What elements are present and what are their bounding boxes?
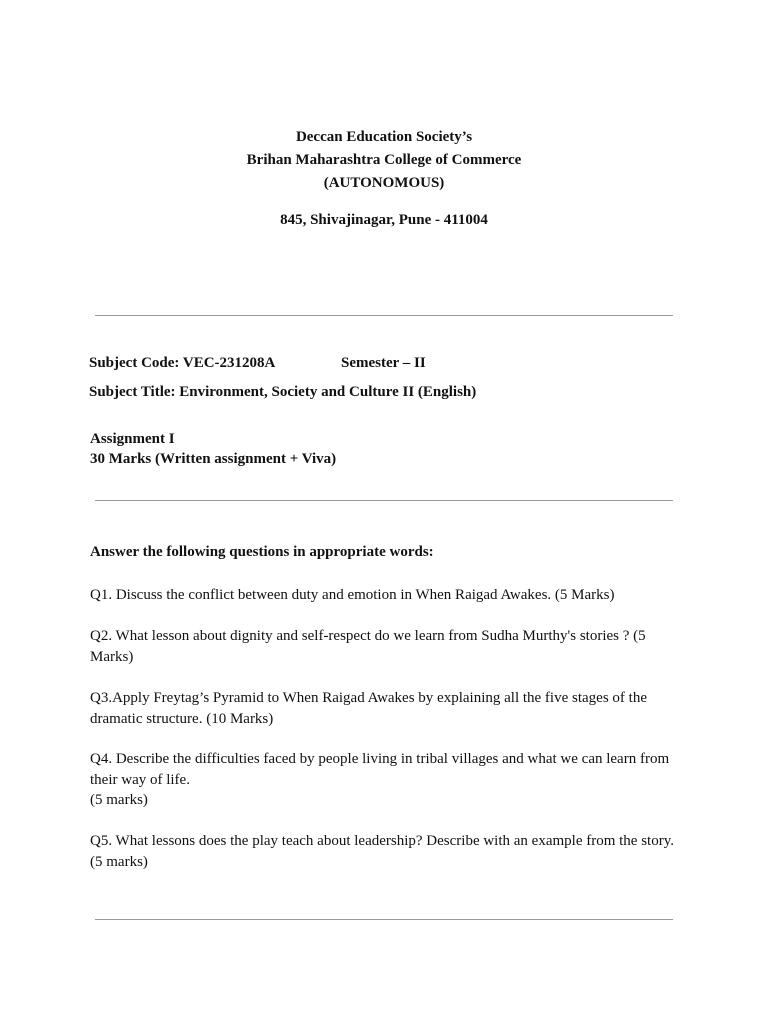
college-name: Brihan Maharashtra College of Commerce: [246, 152, 522, 168]
question-4-text: Q4. Describe the difficulties faced by people living in tribal villages and what we can learn from their way of life.: [90, 751, 670, 788]
autonomous-status: (AUTONOMOUS): [323, 175, 445, 191]
instructions: Answer the following questions in appropriate words:: [90, 544, 434, 560]
society-name: Deccan Education Society’s: [295, 129, 473, 145]
question-3: Q3.Apply Freytag’s Pyramid to When Raigad Awakes by explaining all the five stages of the dramatic structure. (10 Marks): [90, 690, 647, 727]
divider-top: [95, 315, 673, 316]
divider-bottom: [95, 919, 673, 920]
subject-title: Subject Title: Environment, Society and Culture II (English): [89, 384, 477, 400]
divider-middle: [95, 500, 673, 501]
assignment-title: Assignment I: [90, 431, 175, 447]
semester: Semester – II: [341, 355, 426, 371]
assignment-marks: 30 Marks (Written assignment + Viva): [90, 451, 337, 467]
question-2: Q2. What lesson about dignity and self-respect do we learn from Sudha Murthy's stories ? (5 Marks): [90, 628, 646, 665]
college-address: 845, Shivajinagar, Pune - 411004: [280, 212, 488, 228]
question-5: [90, 831, 690, 872]
subject-code: Subject Code: VEC-231208A: [89, 355, 276, 371]
question-5-text: Q5. What lessons does the play teach about leadership? Describe with an example from the story.: [90, 833, 674, 849]
question-1: Q1. Discuss the conflict between duty and emotion in When Raigad Awakes. (5 Marks): [90, 587, 615, 603]
question-5-marks: (5 marks): [90, 853, 148, 870]
question-4: [90, 749, 690, 811]
question-4-marks: (5 marks): [90, 792, 148, 808]
